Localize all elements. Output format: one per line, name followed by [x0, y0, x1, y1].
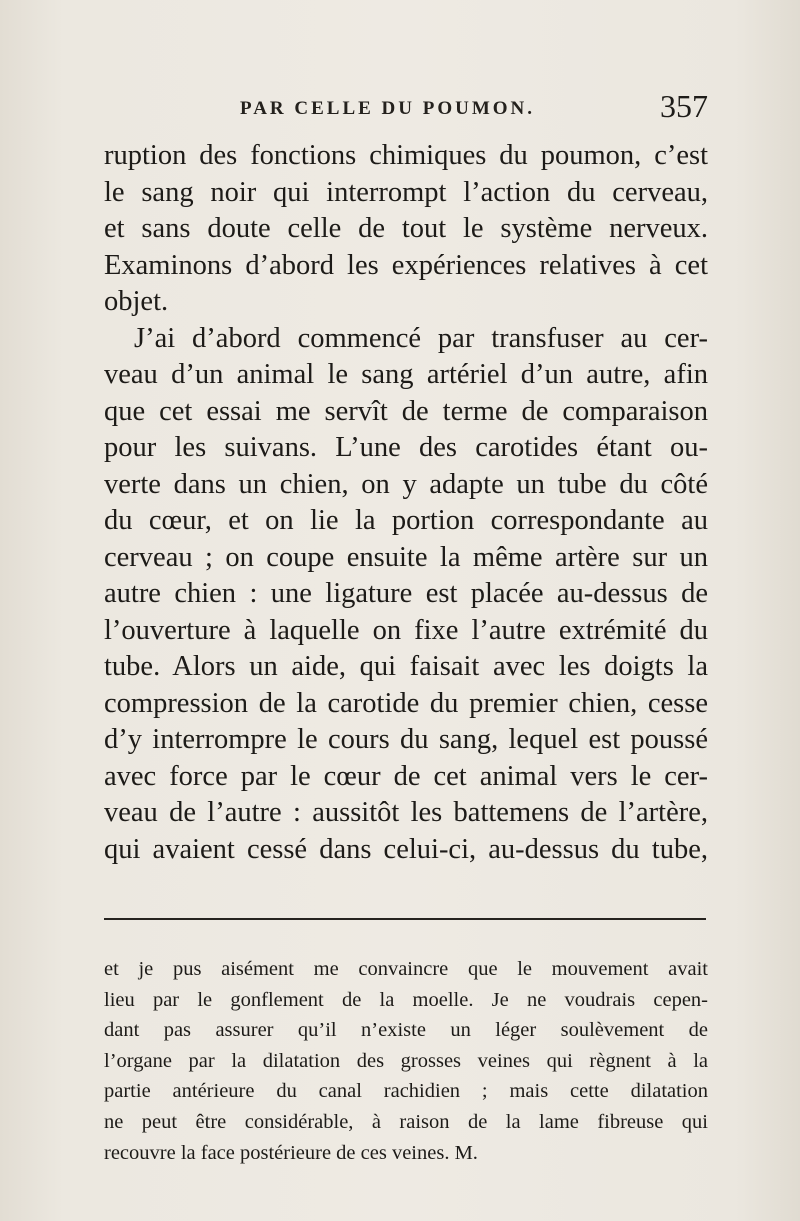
footnote-line: l’organe par la dilatation des grosses veines qui règnent à la: [104, 1049, 708, 1072]
footnote: [104, 954, 708, 1168]
text-line: tube. Alors un aide, qui faisait avec les doigts la: [104, 651, 708, 682]
text-line: autre chien : une ligature est placée au-dessus de: [104, 578, 708, 609]
footnote-line: ne peut être considérable, à raison de la lame fibreuse qui: [104, 1110, 708, 1133]
text-line: verte dans un chien, on y adapte un tube du côté: [104, 468, 708, 500]
text-line: objet.: [104, 286, 169, 317]
text-line: veau d’un animal le sang artériel d’un autre, afin: [104, 359, 708, 390]
main-text: [104, 138, 708, 868]
text-line: le sang noir qui interrompt l’action du cerveau,: [104, 176, 708, 208]
footnote-line: lieu par le gonflement de la moelle. Je ne voudrais cepen-: [104, 988, 708, 1011]
footnote-line: partie antérieure du canal rachidien ; mais cette dilatation: [104, 1080, 708, 1103]
text-line: que cet essai me servît de terme de comparaison: [104, 395, 708, 427]
text-line: du cœur, et on lie la portion correspondante au: [104, 505, 708, 536]
footnote-line: et je pus aisément me convaincre que le mouvement avait: [104, 958, 708, 980]
text-line: Examinons d’abord les expériences relatives à cet: [104, 249, 708, 281]
text-line: cerveau ; on coupe ensuite la même artère sur un: [104, 541, 708, 573]
running-title: PAR CELLE DU POUMON.: [240, 98, 536, 119]
text-line: l’ouverture à laquelle on fixe l’autre extrémité du: [104, 614, 708, 646]
text-line: veau de l’autre : aussitôt les battemens de l’artère,: [104, 797, 708, 828]
text-line: avec force par le cœur de cet animal vers le cer-: [104, 760, 708, 792]
page-number: 357: [660, 88, 708, 124]
footnote-line: dant pas assurer qu’il n’existe un léger soulèvement de: [104, 1019, 708, 1042]
text-line: qui avaient cessé dans celui-ci, au-dessus du tube,: [104, 833, 708, 865]
text-line: compression de la carotide du premier chien, cesse: [104, 687, 708, 719]
text-line: ruption des fonctions chimiques du poumon, c’est: [104, 140, 708, 171]
footnote-line: recouvre la face postérieure de ces veines. M.: [104, 1141, 478, 1164]
text-line: pour les suivans. L’une des carotides étant ou-: [104, 432, 708, 463]
text-line: d’y interrompre le cours du sang, lequel est poussé: [104, 724, 708, 755]
text-line: et sans doute celle de tout le système nerveux.: [104, 213, 708, 244]
footnote-rule: [104, 918, 706, 920]
text-line: J’ai d’abord commencé par transfuser au cer-: [134, 322, 708, 354]
